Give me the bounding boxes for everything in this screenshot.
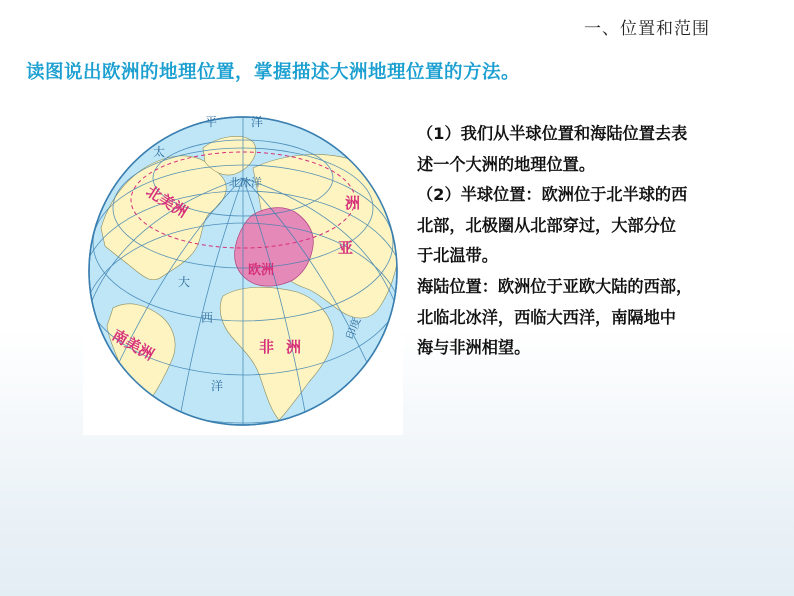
label-atlantic-3: 洋 bbox=[211, 379, 224, 393]
paragraph-line: 北临北冰洋，西临大西洋，南隔地中 bbox=[417, 307, 676, 327]
label-pacific-1: 太 bbox=[153, 145, 166, 159]
europe-location-map bbox=[83, 108, 403, 435]
label-arctic: 北冰洋 bbox=[229, 176, 262, 189]
paragraph-line: （1）我们从半球位置和海陆位置去表 bbox=[417, 124, 688, 143]
label-africa: 非洲 bbox=[259, 338, 314, 356]
paragraph-line: 海与非洲相望。 bbox=[417, 338, 531, 358]
label-pacific-3: 洋 bbox=[251, 115, 264, 129]
label-atlantic-1: 大 bbox=[178, 275, 191, 289]
paragraph-line: （2）半球位置：欧洲位于北半球的西 bbox=[417, 185, 688, 205]
label-south-america: 南美洲 bbox=[109, 325, 157, 364]
label-pacific-2: 平 bbox=[205, 115, 218, 129]
paragraph-line: 于北温带。 bbox=[417, 246, 498, 266]
label-atlantic-2: 西 bbox=[201, 311, 214, 325]
page-heading: 读图说出欧洲的地理位置，掌握描述大洲地理位置的方法。 bbox=[26, 62, 521, 83]
explanation-text bbox=[417, 119, 787, 364]
paragraph-line: 述一个大洲的地理位置。 bbox=[417, 154, 596, 174]
paragraph-line: 北部，北极圈从北部穿过，大部分位 bbox=[417, 215, 676, 235]
label-asia-2: 洲 bbox=[345, 194, 361, 212]
section-title: 一、位置和范围 bbox=[584, 19, 710, 39]
label-north-america: 北美洲 bbox=[142, 182, 191, 222]
label-asia-1: 亚 bbox=[338, 239, 354, 257]
paragraph-line: 海陆位置：欧洲位于亚欧大陆的西部， bbox=[417, 276, 693, 296]
label-indian: 印度 bbox=[343, 315, 364, 342]
label-europe: 欧洲 bbox=[248, 263, 275, 278]
hemisphere-globe bbox=[83, 108, 403, 435]
